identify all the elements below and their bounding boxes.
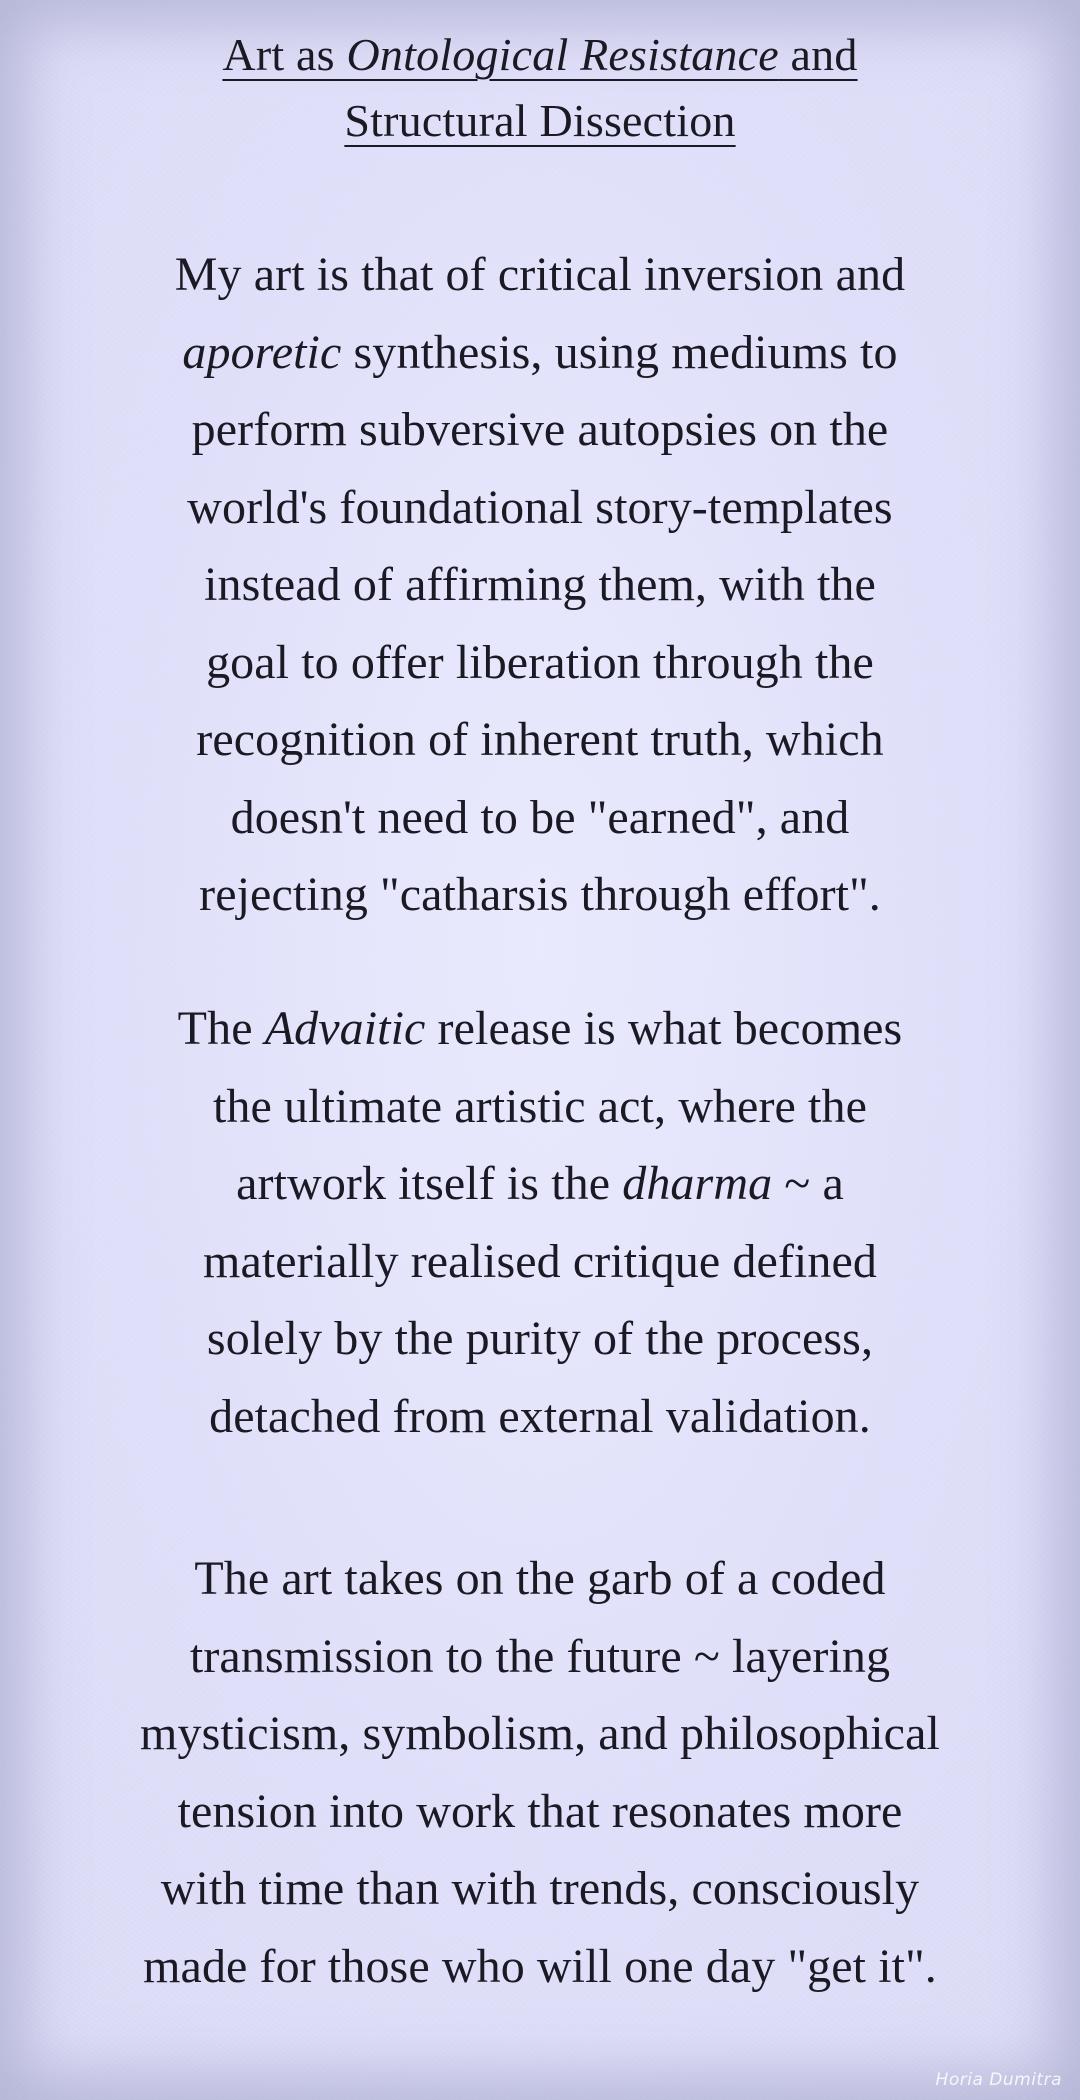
paragraph-line: materially realised critique defined: [203, 1234, 877, 1288]
paragraph-line: [40, 990, 1040, 1068]
emphasis-dharma: dharma: [622, 1157, 773, 1210]
paragraph-line: rejecting "catharsis through effort".: [199, 868, 881, 921]
emphasis-aporetic: aporetic: [182, 325, 342, 379]
paragraph-line: goal to offer liberation through the: [206, 635, 874, 689]
paragraph-line: [40, 314, 1040, 392]
title-line-2: [0, 88, 1080, 154]
paragraph-line: doesn't need to be "earned", and: [230, 790, 850, 844]
paragraph-line-rest: ~ a: [772, 1157, 844, 1210]
paragraph-line: instead of affirming them, with the: [204, 558, 876, 611]
document-title: [0, 22, 1080, 154]
paragraph-line-pre: artwork itself is the: [236, 1157, 623, 1210]
paragraph-line: recognition of inherent truth, which: [196, 713, 884, 766]
paragraph-line-pre: The: [177, 1002, 265, 1055]
paragraph-line: made for those who will one day "get it".: [143, 1939, 937, 1993]
title-line-2-text: Structural Dissection: [344, 95, 736, 146]
paragraph-line: the ultimate artistic act, where the: [213, 1079, 867, 1133]
paragraph-3: [40, 1540, 1040, 2005]
author-signature: Horia Dumitra: [935, 2070, 1062, 2090]
paragraph-line: world's foundational story-templates: [187, 480, 893, 534]
paragraph-line: detached from external validation.: [209, 1389, 871, 1443]
paragraph-2: [40, 990, 1040, 1455]
paragraph-line: tension into work that resonates more: [177, 1784, 903, 1838]
title-post: and: [778, 29, 858, 80]
emphasis-advaitic: Advaitic: [264, 1002, 426, 1055]
paragraph-line: [40, 1145, 1040, 1223]
paragraph-line: The art takes on the garb of a coded: [194, 1552, 886, 1605]
title-pre: Art as: [222, 29, 347, 80]
paragraph-line-rest: release is what becomes: [425, 1002, 903, 1055]
title-italic: Ontological Resistance: [346, 29, 779, 80]
paragraph-line-rest: synthesis, using mediums to: [341, 325, 898, 379]
paragraph-line: perform subversive autopsies on the: [191, 403, 889, 456]
paragraph-line: My art is that of critical inversion and: [174, 248, 906, 301]
paragraph-line: transmission to the future ~ layering: [189, 1629, 891, 1683]
paragraph-1: [40, 236, 1040, 934]
paragraph-line: mysticism, symbolism, and philosophical: [140, 1707, 940, 1760]
paragraph-line: solely by the purity of the process,: [206, 1312, 874, 1365]
paragraph-line: with time than with trends, consciously: [160, 1862, 920, 1915]
title-line-1: [0, 22, 1080, 88]
